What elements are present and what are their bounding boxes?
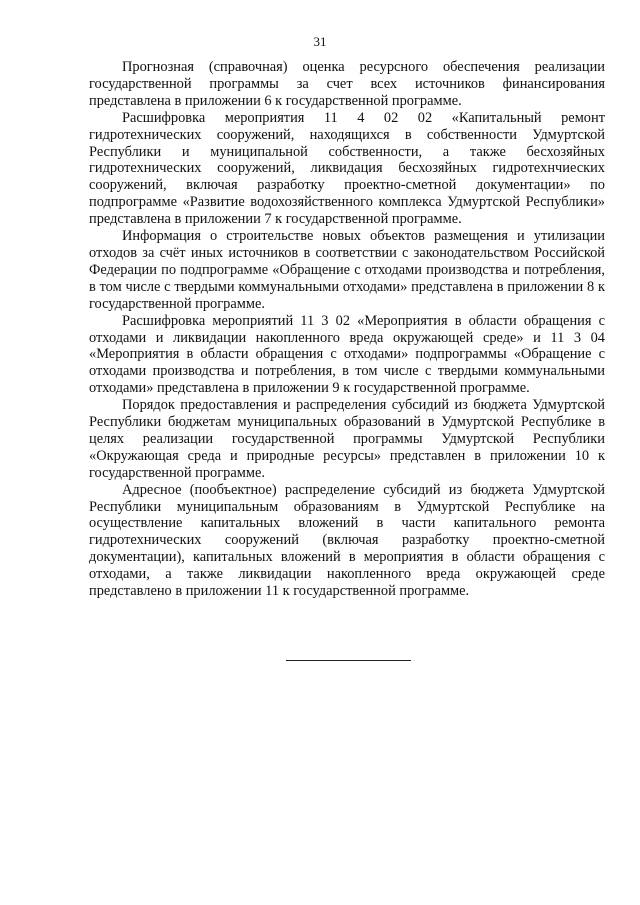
paragraph-subsidy-procedure: Порядок предоставления и распределения субсидий из бюджета Удмуртской Республики бюджетам муниципальных образований в Удмуртской Республике в целях реализации государственной программы Удмуртской Республики «Окружающая среда и природные ресурсы» представлен в приложении 10 к государственной программе. <box>89 397 605 481</box>
paragraph-waste-measures: Расшифровка мероприятий 11 3 02 «Мероприятия в области обращения с отходами и ликвидации накопленного вреда окружающей среде» и 11 3 04 «Мероприятия в области обращения с отходами» подпрограммы «Обращение с отходами производства и потребления, в том числе с твердыми коммунальными отходами» представлена в приложении 9 к государственной программе. <box>89 312 605 397</box>
paragraph-resource-estimate: Прогнозная (справочная) оценка ресурсного обеспечения реализации государственной программы за счет всех источников финансирования представлена в приложении 6 к государственной программе. <box>89 59 605 109</box>
paragraph-subsidy-distribution: Адресное (пообъектное) распределение субсидий из бюджета Удмуртской Республики муниципальным образованиям в Удмуртской Республике на осуществление капитальных вложений в части капитального ремонта гидротехнических сооружений (включая разработку проектно-сметной документации), капитальных вложений в мероприятия в области обращения с отходами, а также ликвидации накопленного вреда окружающей среде представлено в приложении 11 к государственной программе. <box>89 481 605 600</box>
closing-divider-line <box>286 660 411 661</box>
document-body <box>89 59 605 600</box>
page-number: 31 <box>313 34 327 49</box>
paragraph-hydraulic-structures: Расшифровка мероприятия 11 4 02 02 «Капитальный ремонт гидротехнических сооружений, находящихся в собственности Удмуртской Республики и муниципальной собственности, а также бесхозяйных гидротехнических сооружений, ликвидация бесхозяйных гидротехнчиеских сооружений, включая разработку проектно-сметной документации» по подпрограмме «Развитие водохозяйственного комплекса Удмуртской Республики» представлена в приложении 7 к государственной программе. <box>89 109 605 228</box>
paragraph-waste-facilities: Информация о строительстве новых объектов размещения и утилизации отходов за счёт иных источников в соответствии с законодательством Российской Федерации по подпрограмме «Обращение с отходами производства и потребления, в том числе с твердыми коммунальными отходами» представлена в приложении 8 к государственной программе. <box>89 228 605 312</box>
